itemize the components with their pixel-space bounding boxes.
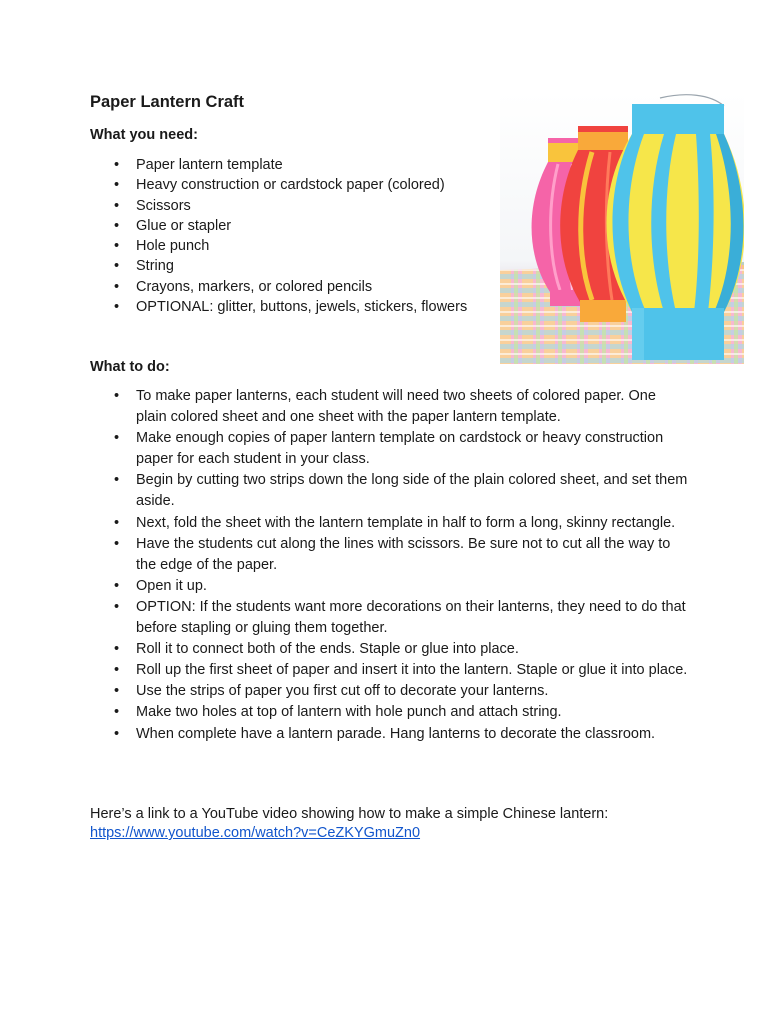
material-item: • Glue or stapler — [90, 216, 490, 236]
paper-lanterns-photo — [500, 92, 744, 364]
instruction-step: • Roll up the first sheet of paper and insert it into the lantern. Staple or glue it into place. — [90, 660, 690, 681]
material-item: • Hole punch — [90, 236, 490, 256]
instruction-step: • Begin by cutting two strips down the long side of the plain colored sheet, and set them aside. — [90, 470, 690, 512]
material-item: • Crayons, markers, or colored pencils — [90, 277, 490, 297]
steps-heading: What to do: — [90, 359, 170, 375]
instruction-step: • Have the students cut along the lines with scissors. Be sure not to cut all the way to the edge of the paper. — [90, 534, 690, 576]
closing-paragraph — [90, 805, 690, 843]
material-item: • String — [90, 256, 490, 276]
closing-text: Here’s a link to a YouTube video showing how to make a simple Chinese lantern: — [90, 806, 609, 822]
instruction-step: • Make two holes at top of lantern with hole punch and attach string. — [90, 702, 690, 723]
document-title: Paper Lantern Craft — [90, 93, 245, 111]
instruction-step: • OPTION: If the students want more decorations on their lanterns, they need to do that before stapling or gluing them together. — [90, 597, 690, 639]
needs-heading: What you need: — [90, 127, 198, 143]
material-item: • Heavy construction or cardstock paper (colored) — [90, 175, 490, 195]
instruction-step: • To make paper lanterns, each student will need two sheets of colored paper. One plain colored sheet and one sheet with the paper lantern template. — [90, 386, 690, 428]
material-item: • OPTIONAL: glitter, buttons, jewels, stickers, flowers — [90, 297, 490, 317]
instruction-step: • Make enough copies of paper lantern template on cardstock or heavy construction paper for each student in your class. — [90, 428, 690, 470]
material-item: • Paper lantern template — [90, 155, 490, 175]
instruction-step: • Roll it to connect both of the ends. Staple or glue into place. — [90, 639, 690, 660]
material-item: • Scissors — [90, 196, 490, 216]
instruction-step: • When complete have a lantern parade. Hang lanterns to decorate the classroom. — [90, 724, 690, 745]
instruction-step: • Open it up. — [90, 576, 690, 597]
materials-list — [90, 155, 490, 317]
paper-lanterns-illustration — [500, 92, 744, 364]
youtube-link[interactable]: https://www.youtube.com/watch?v=CeZKYGmuZn0 — [90, 825, 421, 841]
instruction-step: • Next, fold the sheet with the lantern template in half to form a long, skinny rectangle. — [90, 513, 690, 534]
instructions-list — [90, 386, 690, 745]
instruction-step: • Use the strips of paper you first cut off to decorate your lanterns. — [90, 681, 690, 702]
